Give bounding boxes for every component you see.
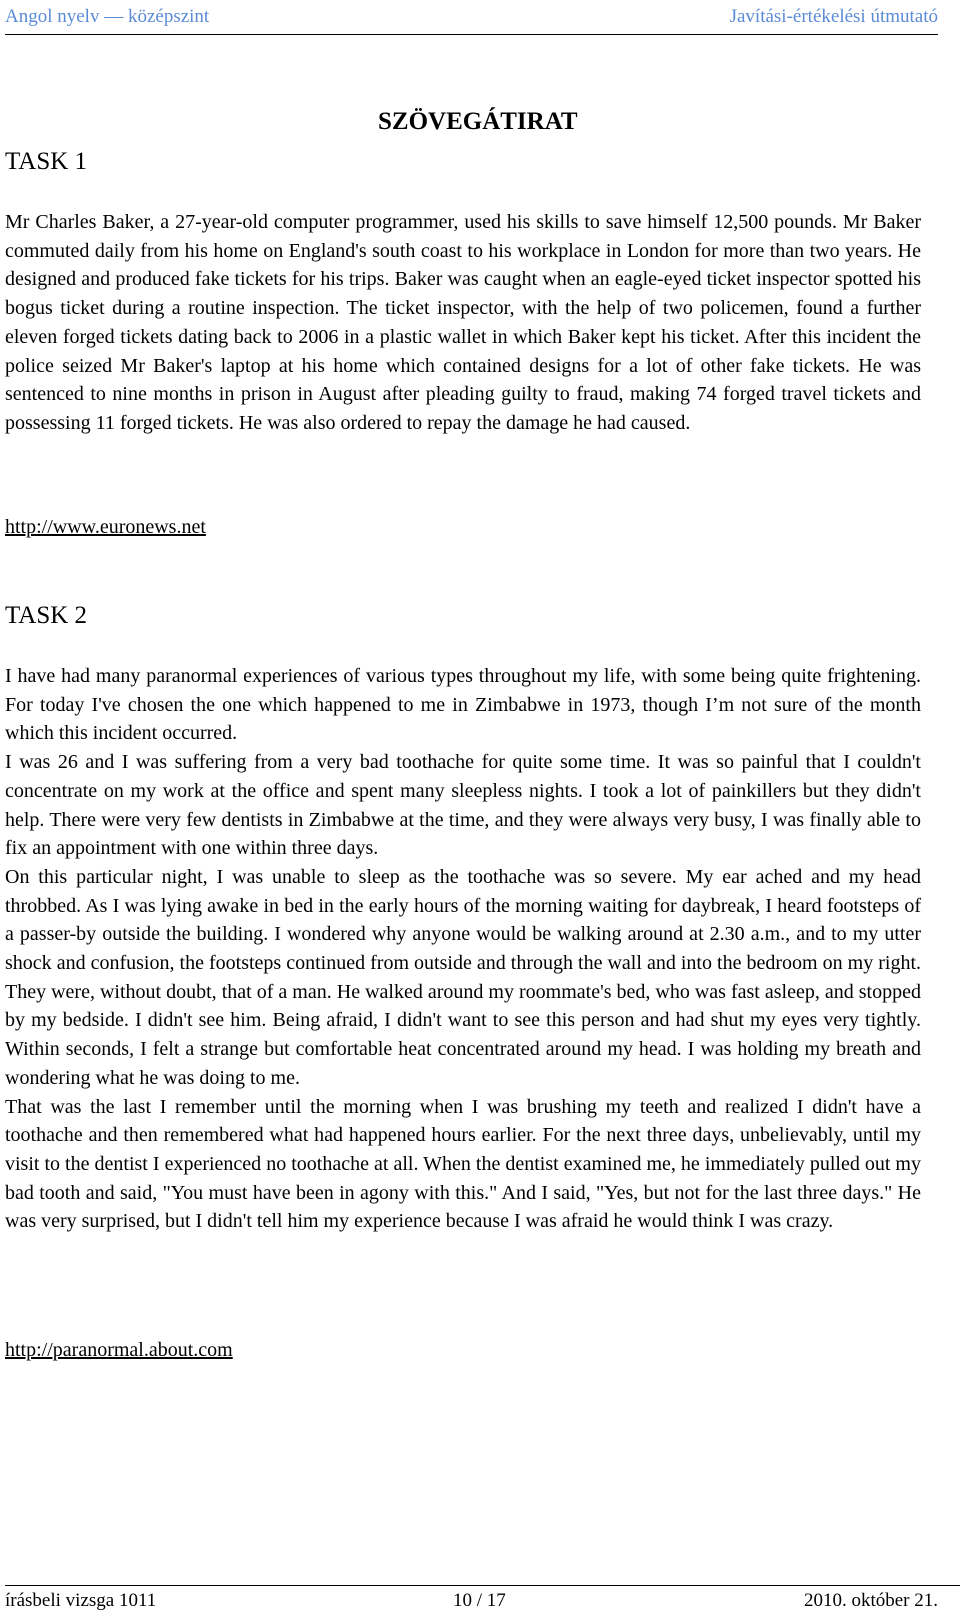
task2-paragraph-4: That was the last I remember until the morning when I was brushing my teeth and realized I didn't have a toothache and then remembered what had happened hours earlier. For the next three days, unbelievably, until my visit to the dentist I experienced no toothache at all. When the dentist examined me, he immediately pulled out my bad tooth and said, "You must have been in agony with this." And I said, "Yes, but not for the last three days." He was very surprised, but I didn't tell him my experience because I was afraid he would think I was crazy. <box>5 1095 921 1233</box>
task2-paragraph-2: I was 26 and I was suffering from a very bad toothache for quite some time. It was so painful that I couldn't concentrate on my work at the office and spent many sleepless nights. I took a lot of painkillers but they didn't help. There were very few dentists in Zimbabwe at the time, and they were always very busy, I was finally able to fix an appointment with one within three days. <box>5 751 921 860</box>
task2-paragraph-1: I have had many paranormal experiences of various types throughout my life, with some being quite frightening. For today I've chosen the one which happened to me in Zimbabwe in 1973, though I’m not sure of the month which this incident occurred. <box>5 665 921 745</box>
task2-heading: TASK 2 <box>5 602 88 629</box>
section-title: SZÖVEGÁTIRAT <box>378 108 578 135</box>
footer-exam-code: írásbeli vizsga 1011 <box>5 1590 157 1611</box>
task1-source-link[interactable]: http://www.euronews.net <box>5 516 206 538</box>
task2-paragraph-3: On this particular night, I was unable to sleep as the toothache was so severe. My ear ached and my head throbbed. As I was lying awake in bed in the early hours of the morning waiting for daybreak, I heard footsteps of a passer-by outside the building. I wondered why anyone would be walking around at 2.30 a.m., and to my utter shock and confusion, the footsteps continued from outside and through the wall and into the bedroom on my right. They were, without doubt, that of a man. He walked around my roommate's bed, who was fast asleep, and stopped by my bedside. I didn't see him. Being afraid, I didn't want to see this person and had shut my eyes very tightly. Within seconds, I felt a strange but comfortable heat concentrated around my head. I was holding my breath and wondering what he was doing to me. <box>5 865 921 1089</box>
task1-paragraph: Mr Charles Baker, a 27-year-old computer programmer, used his skills to save himself 12,500 pounds. Mr Baker commuted daily from his home on England's south coast to his workplace in London for more than two years. He designed and produced fake tickets for his trips. Baker was caught when an eagle-eyed ticket inspector spotted his bogus ticket during a routine inspection. The ticket inspector, with the help of two policemen, found a further eleven forged tickets dating back to 2006 in a plastic wallet in which Baker kept his ticket. After this incident the police seized Mr Baker's laptop at his home which contained designs for a lot of other fake tickets. He was sentenced to nine months in prison in August after pleading guilty to fraud, making 74 forged travel tickets and possessing 11 forged tickets. He was also ordered to repay the damage he had caused. <box>5 211 921 434</box>
footer-page-number: 10 / 17 <box>453 1590 506 1611</box>
task1-transcript <box>5 208 921 438</box>
footer-date: 2010. október 21. <box>803 1590 938 1611</box>
page-header <box>5 0 938 35</box>
header-doc-type: Javítási-értékelési útmutató <box>729 6 938 27</box>
header-subject: Angol nyelv — középszint <box>5 6 210 27</box>
page-footer <box>5 1585 960 1610</box>
task2-source-link[interactable]: http://paranormal.about.com <box>5 1339 233 1361</box>
task2-transcript <box>5 662 921 1236</box>
task1-heading: TASK 1 <box>5 148 88 175</box>
